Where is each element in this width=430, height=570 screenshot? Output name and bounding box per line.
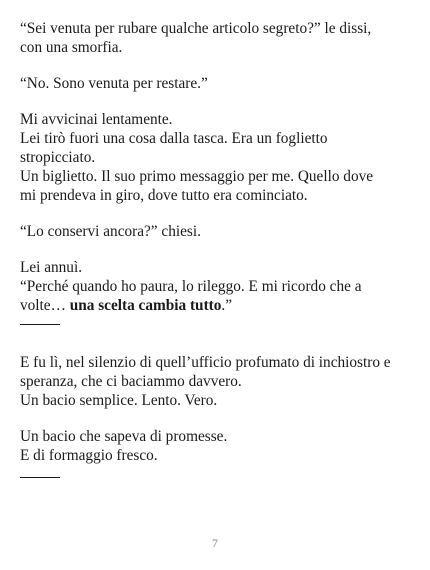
- paragraph-7: [20, 427, 420, 465]
- paragraph-2: [20, 74, 420, 93]
- paragraph-1: [20, 19, 420, 57]
- text-line: con una smorfia.: [20, 39, 123, 56]
- text-fragment: volte…: [20, 297, 70, 314]
- paragraph-6: [20, 353, 420, 410]
- text-line: E di formaggio fresco.: [20, 447, 158, 464]
- text-line: Lei annuì.: [20, 259, 83, 276]
- text-line: stropicciato.: [20, 149, 96, 166]
- text-line: Mi avvicinai lentamente.: [20, 111, 173, 128]
- emphasis-text: una scelta cambia tutto: [69, 297, 222, 314]
- paragraph-4: [20, 222, 420, 241]
- section-divider: [20, 477, 60, 478]
- text-line: “Perché quando ho paura, lo rileggo. E mi ricordo che a: [20, 278, 362, 295]
- text-line: Lei tirò fuori una cosa dalla tasca. Era un foglietto: [20, 130, 328, 147]
- text-line: Un bacio semplice. Lento. Vero.: [20, 392, 218, 409]
- text-line: [20, 296, 420, 315]
- text-line: “Lo conservi ancora?” chiesi.: [20, 223, 201, 240]
- text-line: “No. Sono venuta per restare.”: [20, 75, 208, 92]
- paragraph-5: [20, 258, 420, 315]
- paragraph-3: [20, 110, 420, 205]
- text-line: Un biglietto. Il suo primo messaggio per me. Quello dove: [20, 168, 374, 185]
- text-line: mi prendeva in giro, dove tutto era cominciato.: [20, 187, 308, 204]
- text-line: speranza, che ci baciammo davvero.: [20, 373, 242, 390]
- section-divider: [20, 324, 60, 325]
- text-fragment: .”: [221, 297, 233, 314]
- text-line: “Sei venuta per rubare qualche articolo segreto?” le dissi,: [20, 20, 372, 37]
- page-number: 7: [212, 536, 218, 550]
- text-line: E fu lì, nel silenzio di quell’ufficio profumato di inchiostro e: [20, 354, 391, 371]
- text-line: Un bacio che sapeva di promesse.: [20, 428, 228, 445]
- page-body: [20, 19, 420, 478]
